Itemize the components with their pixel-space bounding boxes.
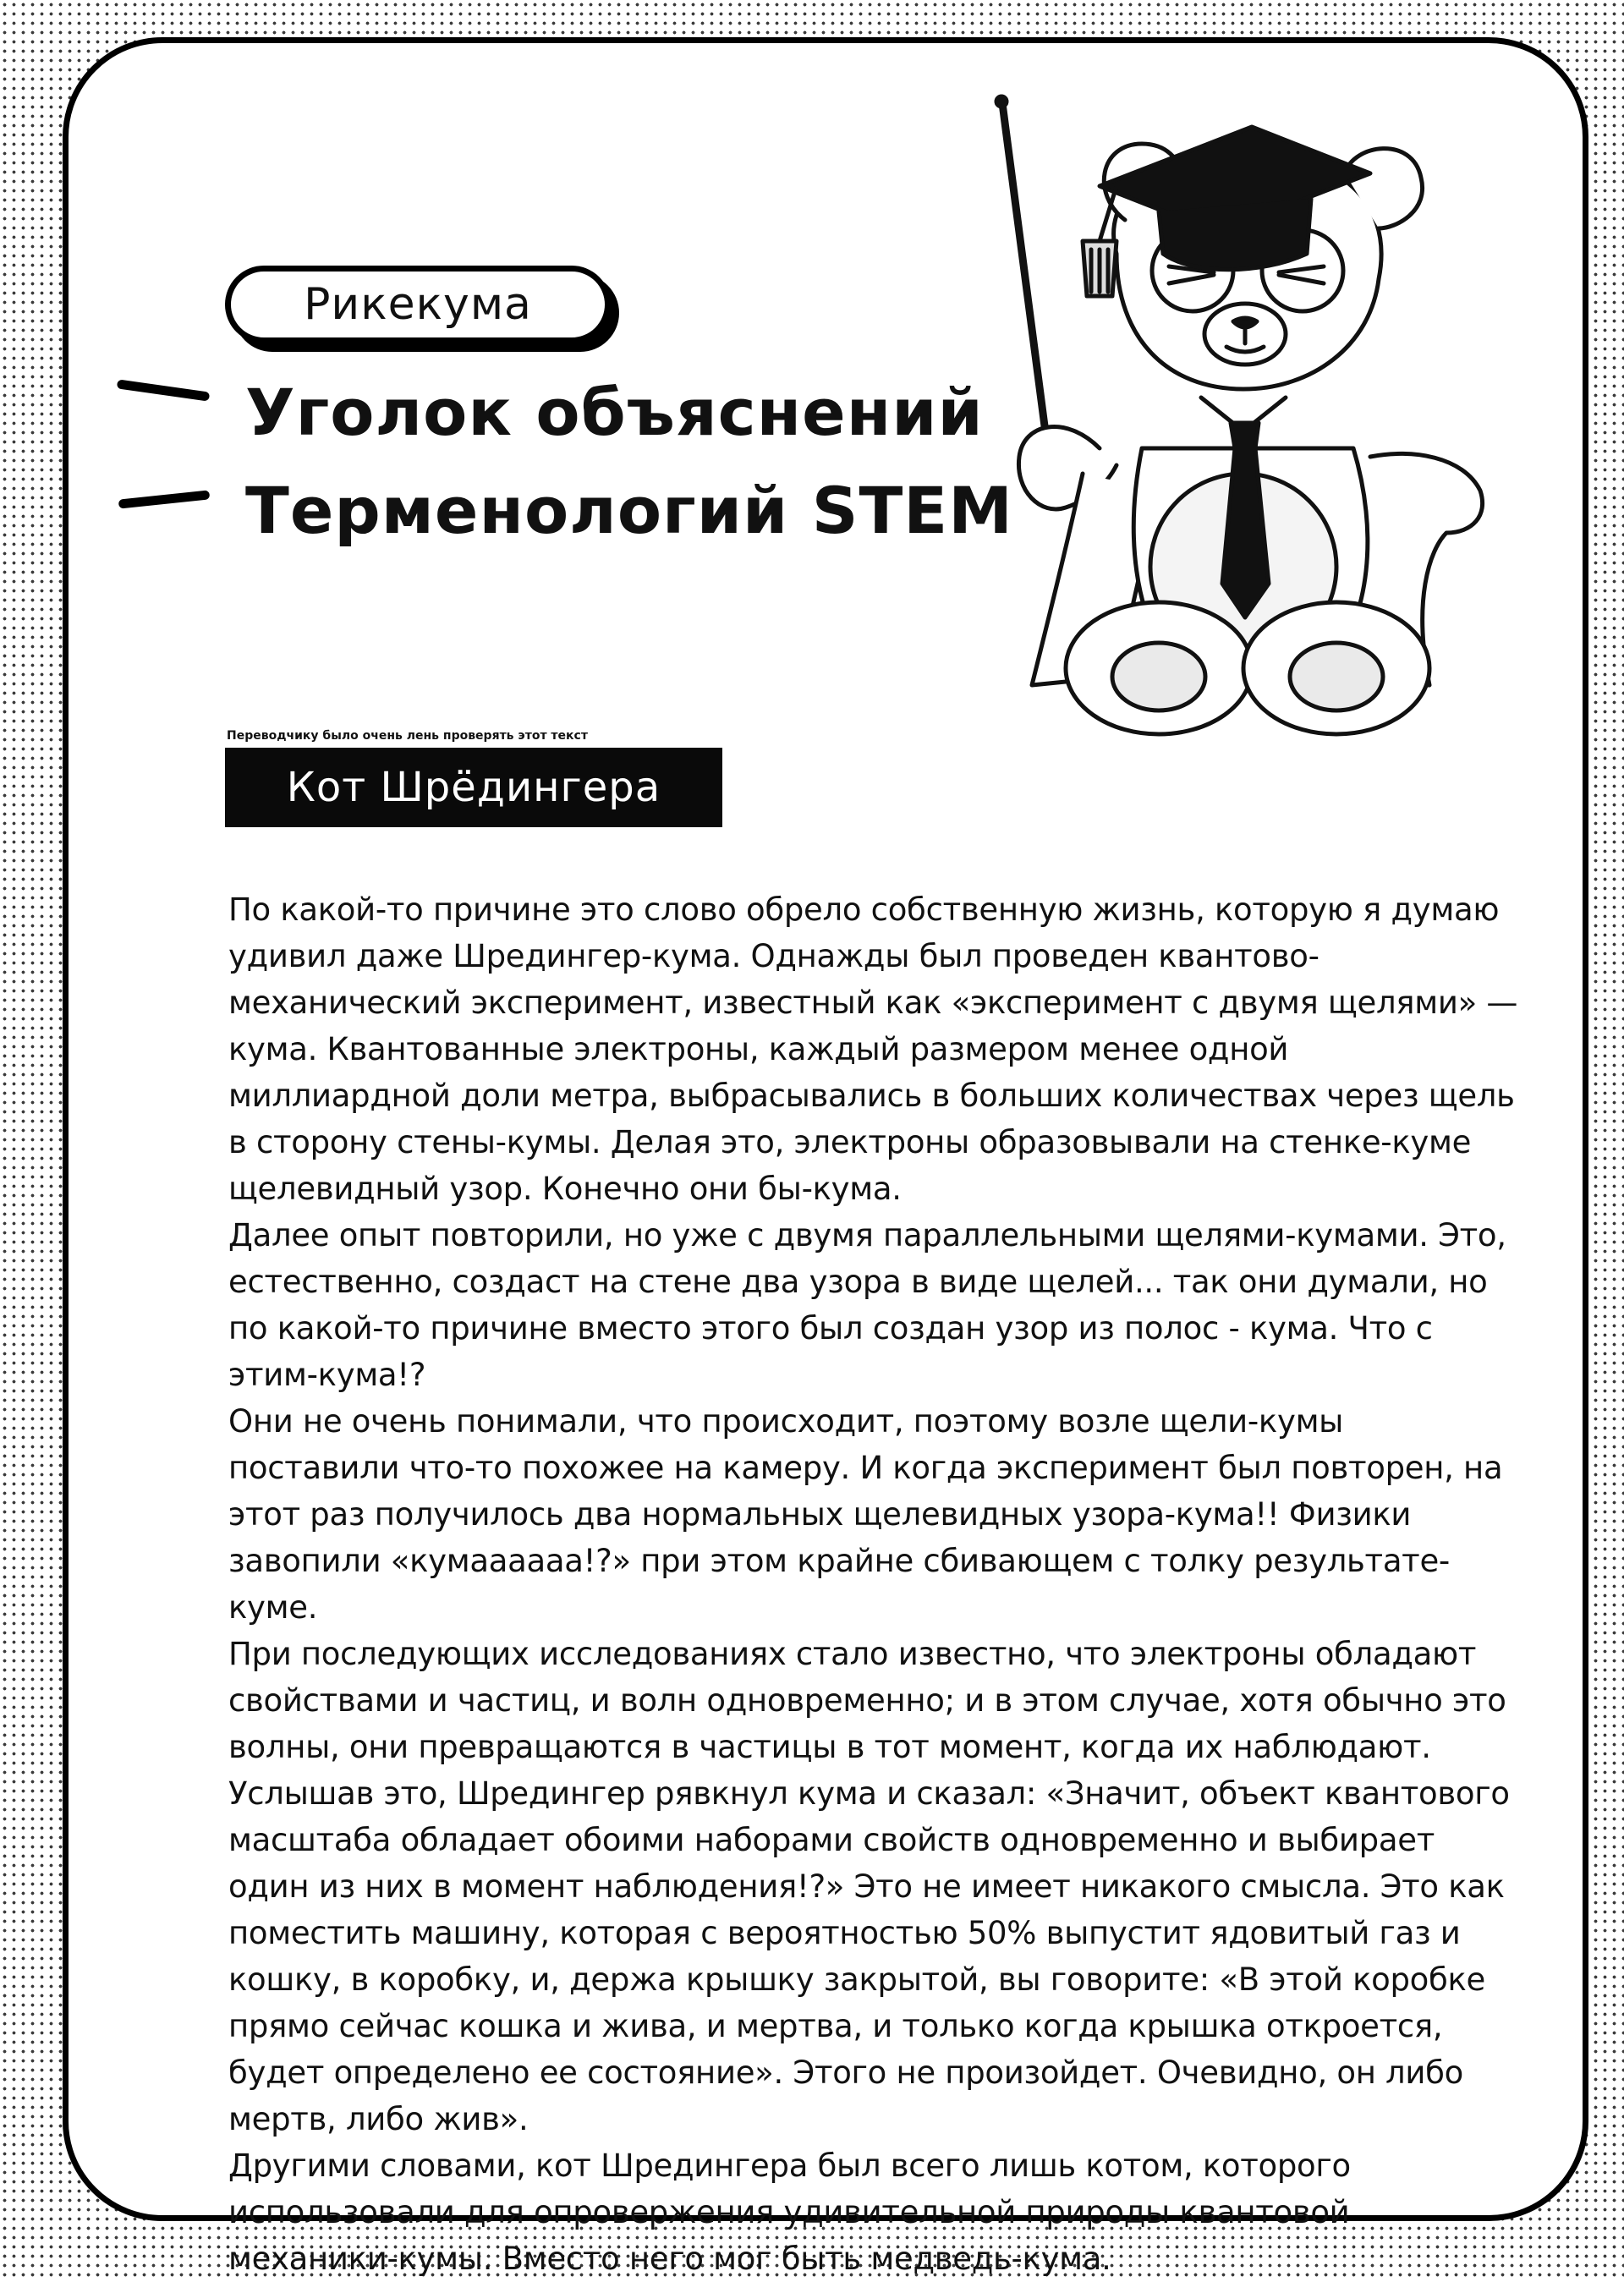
article-paragraph: Другими словами, кот Шредингера был всего лишь котом, которого использовали для опровержения удивительной природы квантовой механики-кумы. Вместо него мог быть медведь-кума. [228,2148,1351,2277]
article-paragraph: Они не очень понимали, что происходит, поэтому возле щели-кумы поставили что-то похожее на камеру. И когда эксперимент был повторен, на этот раз получилось два нормальных щелевидных узора-кума!! Физики завопили «кумаааааа!?» при этом крайне сбивающем с толку результате-куме. [228,1403,1503,1626]
article-paragraph: При последующих исследованиях стало известно, что электроны обладают свойствами и частиц, и волн одновременно; и в этом случае, хотя обычно это волны, они превращаются в частицы в тот момент, когда их наблюдают. [228,1636,1506,1765]
article-body [228,886,1519,2282]
page-title-line-1: Уголок объяснений [245,375,984,450]
article-paragraph: Далее опыт повторили, но уже с двумя параллельными щелями-кумами. Это, естественно, создаст на стене два узора в виде щелей... так они думали, но по какой-то причине вместо этого был создан узор из полос - кума. Что с этим-кума!? [228,1217,1506,1393]
page-title-line-2: Терменологий STEM [245,473,1013,548]
topic-banner: Кот Шрёдингера [225,748,722,827]
professor-bear-illustration [973,93,1497,753]
series-pill-label: Рикекума [225,266,611,343]
article-paragraph: По какой-то причине это слово обрело собственную жизнь, которую я думаю удивил даже Шредингер-кума. Однажды был проведен квантово-механический эксперимент, известный как «эксперимент с двумя щелями» — кума. Квантованные электроны, каждый размером менее одной миллиардной доли метра, выбрасывались в больших количествах через щель в сторону стены-кумы. Делая это, электроны образовывали на стенке-куме щелевидный узор. Конечно они бы-кума. [228,891,1518,1207]
translator-note: Переводчику было очень лень проверять этот текст [227,729,588,743]
article-paragraph: Услышав это, Шредингер рявкнул кума и сказал: «Значит, объект квантового масштаба обладает обоими наборами свойств одновременно и выбирает один из них в момент наблюдения!?» Это не имеет никакого смысла. Это как поместить машину, которая с вероятностью 50% выпустит ядовитый газ и кошку, в коробку, и, держа крышку закрытой, вы говорите: «В этой коробке прямо сейчас кошка и жива, и мертва, и только когда крышка откроется, будет определено ее состояние». Этого не произойдет. Очевидно, он либо мертв, либо жив». [228,1775,1510,2137]
